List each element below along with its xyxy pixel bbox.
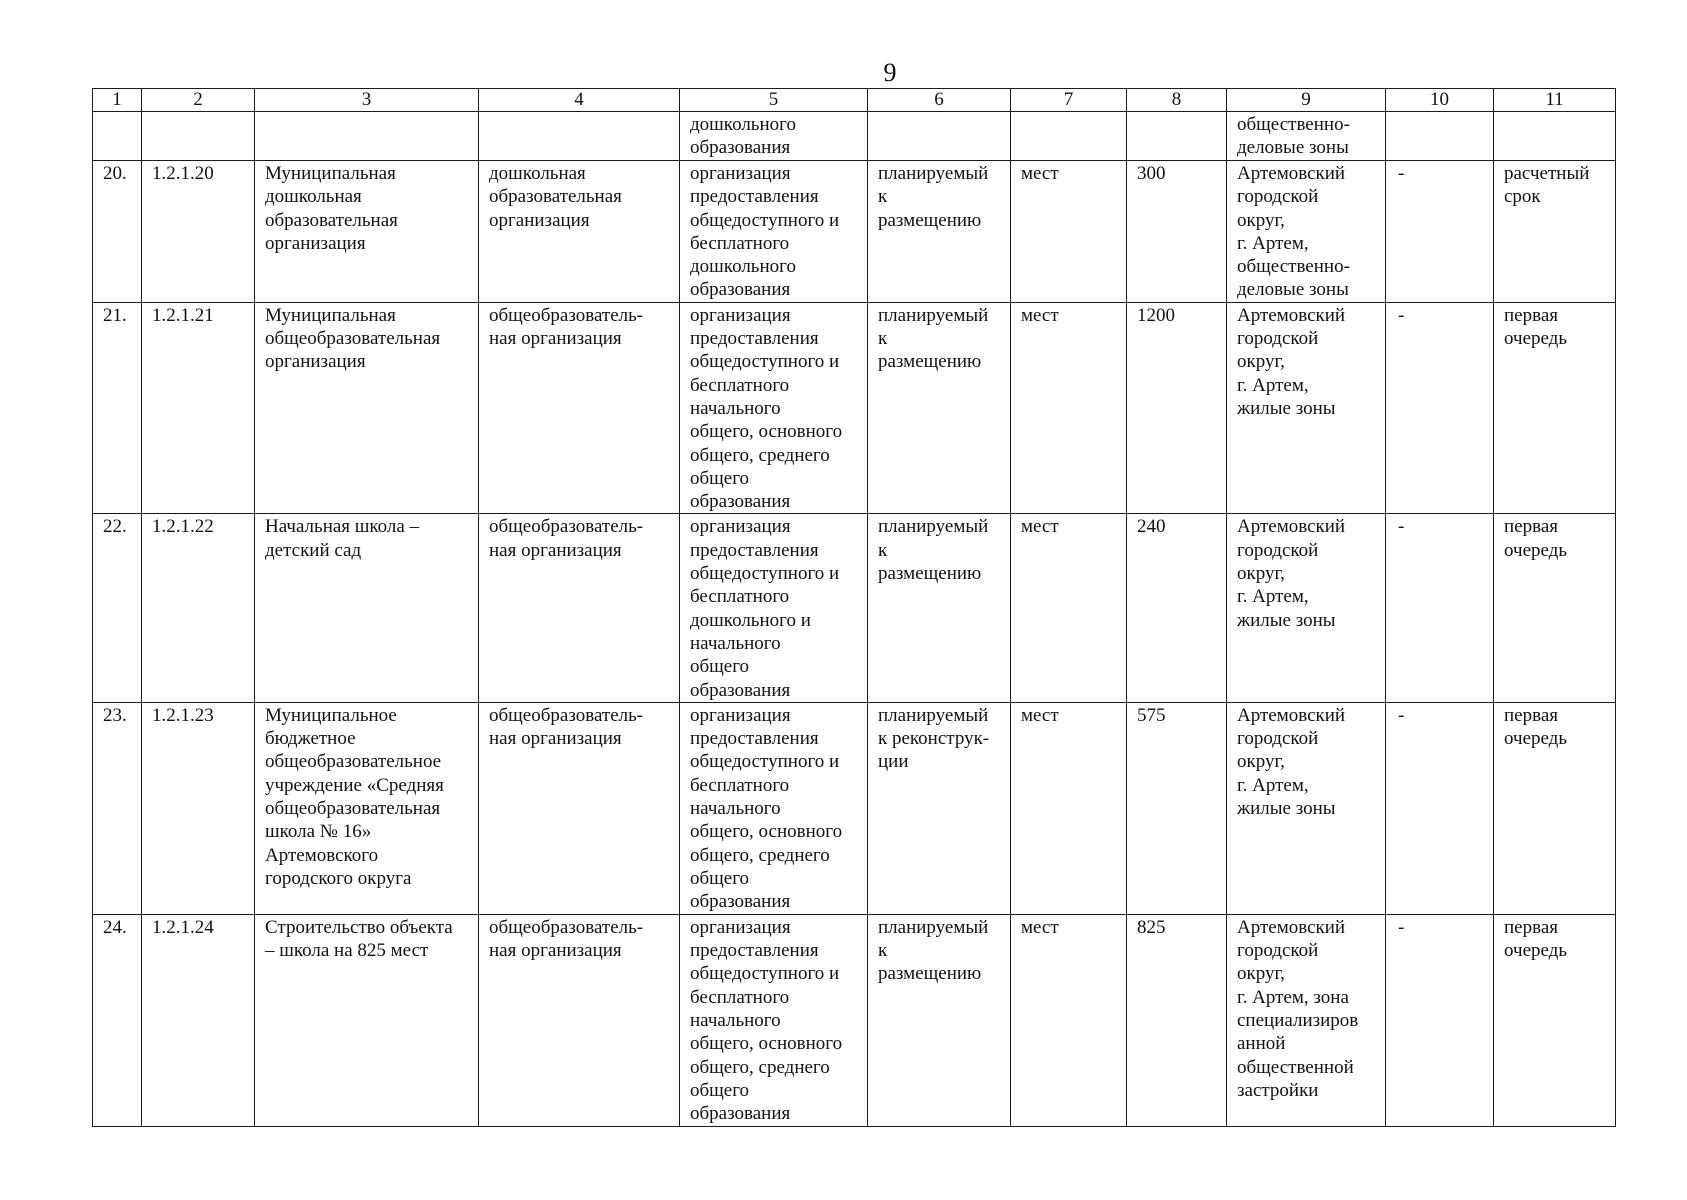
table-row [93,112,1616,161]
table-row [93,702,1616,914]
cell-purpose: организация предоставления общедоступного и бесплатного дошкольного образования [680,161,868,303]
cell-index: 22. [93,514,142,702]
cell-location: Артемовский городской округ, г. Артем, зона специализиров анной общественной застройки [1227,914,1386,1126]
header-cell: 8 [1127,89,1227,112]
cell-code: 1.2.1.24 [142,914,255,1126]
cell-status: планируемый к размещению [868,514,1011,702]
cell-purpose: организация предоставления общедоступного и бесплатного дошкольного и начального общего образования [680,514,868,702]
header-cell: 4 [479,89,680,112]
cell-name: Муниципальное бюджетное общеобразовательное учреждение «Средняя общеобразовательная школа № 16» Артемовского городского округа [255,702,479,914]
cell-unit: мест [1011,161,1127,303]
table-row [93,302,1616,514]
cell-term: первая очередь [1494,914,1616,1126]
cell-status [868,112,1011,161]
cell-capacity: 575 [1127,702,1227,914]
cell-location: Артемовский городской округ, г. Артем, общественно- деловые зоны [1227,161,1386,303]
cell-type: общеобразователь- ная организация [479,302,680,514]
cell-unit: мест [1011,514,1127,702]
cell-capacity: 825 [1127,914,1227,1126]
cell-zone [1386,112,1494,161]
cell-capacity: 240 [1127,514,1227,702]
cell-location: общественно- деловые зоны [1227,112,1386,161]
cell-unit: мест [1011,702,1127,914]
cell-name: Начальная школа – детский сад [255,514,479,702]
header-cell: 5 [680,89,868,112]
header-cell: 7 [1011,89,1127,112]
cell-zone: - [1386,161,1494,303]
cell-location: Артемовский городской округ, г. Артем, жилые зоны [1227,514,1386,702]
table-row [93,914,1616,1126]
cell-name [255,112,479,161]
cell-name: Строительство объекта – школа на 825 мест [255,914,479,1126]
cell-term: расчетный срок [1494,161,1616,303]
cell-code: 1.2.1.23 [142,702,255,914]
cell-term: первая очередь [1494,514,1616,702]
header-cell: 10 [1386,89,1494,112]
cell-purpose: дошкольного образования [680,112,868,161]
header-cell: 6 [868,89,1011,112]
cell-zone: - [1386,702,1494,914]
cell-code [142,112,255,161]
cell-code: 1.2.1.20 [142,161,255,303]
cell-term: первая очередь [1494,302,1616,514]
cell-index: 21. [93,302,142,514]
header-row [93,89,1616,112]
cell-unit: мест [1011,914,1127,1126]
cell-capacity: 1200 [1127,302,1227,514]
cell-index [93,112,142,161]
cell-type: дошкольная образовательная организация [479,161,680,303]
cell-location: Артемовский городской округ, г. Артем, жилые зоны [1227,702,1386,914]
cell-code: 1.2.1.21 [142,302,255,514]
cell-status: планируемый к размещению [868,161,1011,303]
cell-type [479,112,680,161]
cell-type: общеобразователь- ная организация [479,914,680,1126]
header-cell: 2 [142,89,255,112]
cell-type: общеобразователь- ная организация [479,514,680,702]
cell-zone: - [1386,302,1494,514]
cell-capacity: 300 [1127,161,1227,303]
cell-unit: мест [1011,302,1127,514]
cell-purpose: организация предоставления общедоступного и бесплатного начального общего, основного общего, среднего общего образования [680,702,868,914]
cell-type: общеобразователь- ная организация [479,702,680,914]
cell-status: планируемый к размещению [868,914,1011,1126]
header-cell: 1 [93,89,142,112]
cell-name: Муниципальная дошкольная образовательная организация [255,161,479,303]
cell-unit [1011,112,1127,161]
cell-index: 20. [93,161,142,303]
cell-purpose: организация предоставления общедоступного и бесплатного начального общего, основного общего, среднего общего образования [680,914,868,1126]
cell-status: планируемый к размещению [868,302,1011,514]
cell-index: 23. [93,702,142,914]
cell-code: 1.2.1.22 [142,514,255,702]
cell-location: Артемовский городской округ, г. Артем, жилые зоны [1227,302,1386,514]
cell-term: первая очередь [1494,702,1616,914]
table-row [93,514,1616,702]
cell-term [1494,112,1616,161]
cell-status: планируемый к реконструк- ции [868,702,1011,914]
facilities-table [92,88,1616,1127]
cell-purpose: организация предоставления общедоступного и бесплатного начального общего, основного общего, среднего общего образования [680,302,868,514]
cell-index: 24. [93,914,142,1126]
header-cell: 3 [255,89,479,112]
cell-zone: - [1386,914,1494,1126]
header-cell: 11 [1494,89,1616,112]
table-row [93,161,1616,303]
cell-capacity [1127,112,1227,161]
cell-name: Муниципальная общеобразовательная организация [255,302,479,514]
header-cell: 9 [1227,89,1386,112]
page-number: 9 [883,58,897,87]
cell-zone: - [1386,514,1494,702]
